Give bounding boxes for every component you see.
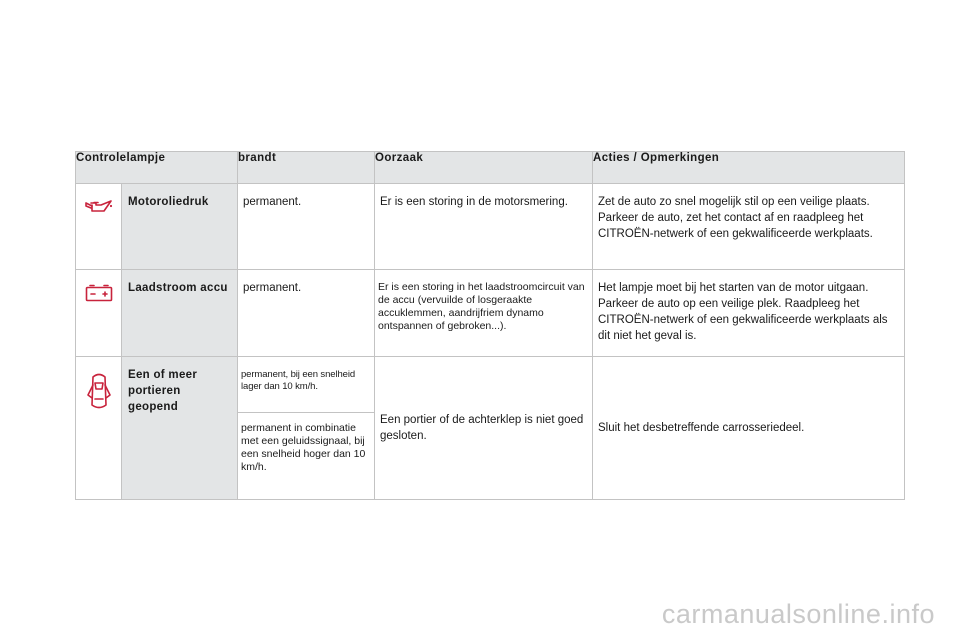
row-name: Laadstroom accu (122, 270, 238, 357)
row-brandt: permanent. (238, 270, 375, 357)
row-brandt: permanent. (238, 184, 375, 270)
header-oorzaak: Oorzaak (375, 152, 593, 184)
icon-cell (76, 357, 122, 500)
table-row (76, 357, 905, 413)
row-brandt-slow: permanent, bij een snelheid lager dan 10 km/h. (238, 357, 375, 413)
row-oorzaak: Er is een storing in het laadstroomcircuit van de accu (vervuilde of losgeraakte accuklemmen, aandrijfriem dynamo ontspannen of gebroken...). (375, 270, 593, 357)
row-acties: Zet de auto zo snel mogelijk stil op een veilige plaats. Parkeer de auto, zet het contact af en raadpleeg het CITROËN-netwerk of een gekwalificeerde werkplaats. (593, 184, 905, 270)
icon-cell (76, 184, 122, 270)
row-oorzaak: Er is een storing in de motorsmering. (375, 184, 593, 270)
row-acties: Het lampje moet bij het starten van de motor uitgaan. Parkeer de auto op een veilige plek. Raadpleeg het CITROËN-netwerk of een gekwalificeerde werkplaats als dit niet het geval is. (593, 270, 905, 357)
watermark: carmanualsonline.info (661, 599, 935, 629)
icon-cell (76, 270, 122, 357)
row-acties: Sluit het desbetreffende carrosseriedeel. (593, 357, 905, 500)
table-row (76, 184, 905, 270)
oil-can-icon (84, 198, 114, 214)
row-oorzaak: Een portier of de achterklep is niet goed gesloten. (375, 357, 593, 500)
row-brandt-fast: permanent in combinatie met een geluidssignaal, bij een snelheid hoger dan 10 km/h. (238, 413, 375, 500)
warning-lights-table (75, 151, 905, 500)
row-name: Motoroliedruk (122, 184, 238, 270)
header-acties: Acties / Opmerkingen (593, 152, 905, 184)
table-header-row (76, 152, 905, 184)
table-row (76, 270, 905, 357)
open-door-icon (87, 371, 111, 411)
row-name: Een of meer portieren geopend (122, 357, 238, 500)
header-controlelampje: Controlelampje (76, 152, 238, 184)
battery-icon (85, 284, 113, 302)
header-brandt: brandt (238, 152, 375, 184)
